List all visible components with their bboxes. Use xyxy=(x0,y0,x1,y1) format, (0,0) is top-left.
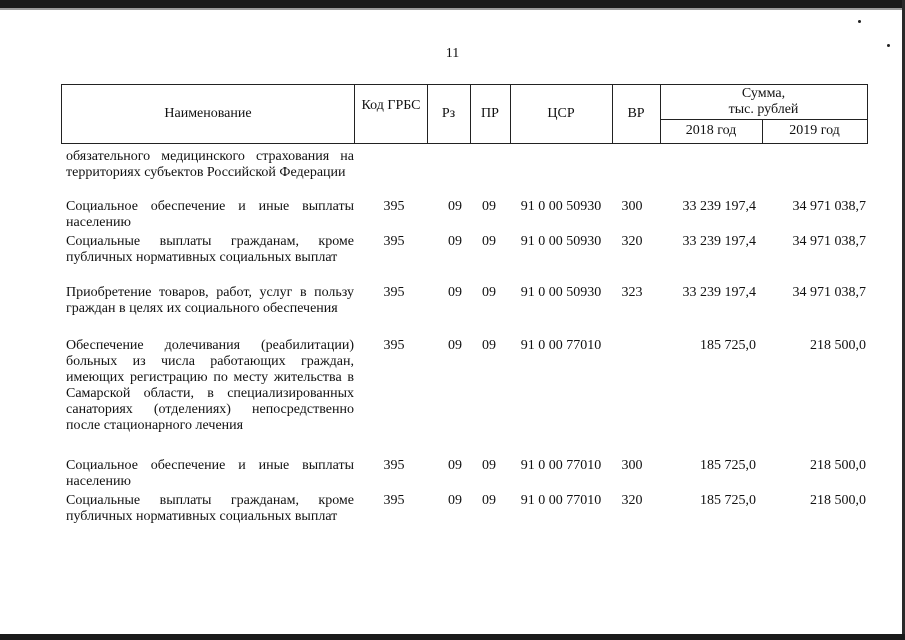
header-rz: Рз xyxy=(441,106,456,121)
row-pr: 09 xyxy=(482,234,496,249)
row-grbs: 395 xyxy=(383,338,405,353)
row-sum-2018: 185 725,0 xyxy=(700,493,756,508)
scan-bottom-edge xyxy=(0,634,905,640)
table-header xyxy=(61,84,868,144)
header-sum-units: тыс. рублей xyxy=(728,102,799,117)
page-number: 11 xyxy=(445,46,460,61)
row-csr: 91 0 00 50930 xyxy=(520,234,602,249)
row-csr: 91 0 00 50930 xyxy=(520,199,602,214)
row-vr: 300 xyxy=(621,458,643,473)
row-name: Социальное обеспечение и иные выплаты населению xyxy=(66,199,354,230)
row-rz: 09 xyxy=(448,199,462,214)
header-sum-title: Сумма, xyxy=(741,86,786,101)
row-vr: 320 xyxy=(621,493,643,508)
row-csr: 91 0 00 77010 xyxy=(520,493,602,508)
row-vr: 320 xyxy=(621,234,643,249)
header-grbs: Код ГРБС xyxy=(361,98,421,113)
row-name: Обеспечение долечивания (реабилитации) больных из числа работающих граждан, имеющих регистрацию по месту жительства в Самарской области, в специализированных санаториях (отделениях) непосредственно после стационарного лечения xyxy=(66,338,354,433)
row-sum-2018: 185 725,0 xyxy=(700,338,756,353)
header-vr: ВР xyxy=(627,106,645,121)
header-divider xyxy=(354,85,355,143)
row-rz: 09 xyxy=(448,338,462,353)
header-pr: ПР xyxy=(481,106,499,121)
scan-speck xyxy=(858,20,861,23)
row-vr: 323 xyxy=(621,285,643,300)
row-sum-2019: 34 971 038,7 xyxy=(792,234,866,249)
row-pr: 09 xyxy=(482,285,496,300)
header-year-2019: 2019 год xyxy=(789,123,840,138)
row-grbs: 395 xyxy=(383,458,405,473)
row-pr: 09 xyxy=(482,493,496,508)
row-name: Социальные выплаты гражданам, кроме публичных нормативных социальных выплат xyxy=(66,234,354,265)
header-year-2018: 2018 год xyxy=(685,123,737,138)
row-rz: 09 xyxy=(448,493,462,508)
row-rz: 09 xyxy=(448,234,462,249)
row-pr: 09 xyxy=(482,458,496,473)
row-vr: 300 xyxy=(621,199,643,214)
header-csr: ЦСР xyxy=(547,106,575,121)
scan-top-edge-shadow xyxy=(0,8,905,10)
row-sum-2019: 218 500,0 xyxy=(810,338,866,353)
row-name: Социальные выплаты гражданам, кроме публичных нормативных социальных выплат xyxy=(66,493,354,524)
row-grbs: 395 xyxy=(383,199,405,214)
row-pr: 09 xyxy=(482,199,496,214)
row-pr: 09 xyxy=(482,338,496,353)
row-csr: 91 0 00 77010 xyxy=(520,338,602,353)
row-csr: 91 0 00 50930 xyxy=(520,285,602,300)
row-sum-2019: 34 971 038,7 xyxy=(792,199,866,214)
row-grbs: 395 xyxy=(383,493,405,508)
row-rz: 09 xyxy=(448,285,462,300)
row-name: обязательного медицинского страхования на территориях субъектов Российской Федерации xyxy=(66,149,354,180)
row-sum-2019: 218 500,0 xyxy=(810,493,866,508)
scan-top-edge xyxy=(0,0,905,8)
row-rz: 09 xyxy=(448,458,462,473)
header-name: Наименование xyxy=(164,106,252,121)
row-name: Приобретение товаров, работ, услуг в пользу граждан в целях их социального обеспечения xyxy=(66,285,354,316)
row-sum-2019: 218 500,0 xyxy=(810,458,866,473)
row-name: Социальное обеспечение и иные выплаты населению xyxy=(66,458,354,489)
row-sum-2019: 34 971 038,7 xyxy=(792,285,866,300)
row-grbs: 395 xyxy=(383,285,405,300)
row-sum-2018: 185 725,0 xyxy=(700,458,756,473)
header-divider xyxy=(660,119,867,120)
row-grbs: 395 xyxy=(383,234,405,249)
row-sum-2018: 33 239 197,4 xyxy=(682,199,756,214)
row-sum-2018: 33 239 197,4 xyxy=(682,285,756,300)
row-csr: 91 0 00 77010 xyxy=(520,458,602,473)
row-sum-2018: 33 239 197,4 xyxy=(682,234,756,249)
